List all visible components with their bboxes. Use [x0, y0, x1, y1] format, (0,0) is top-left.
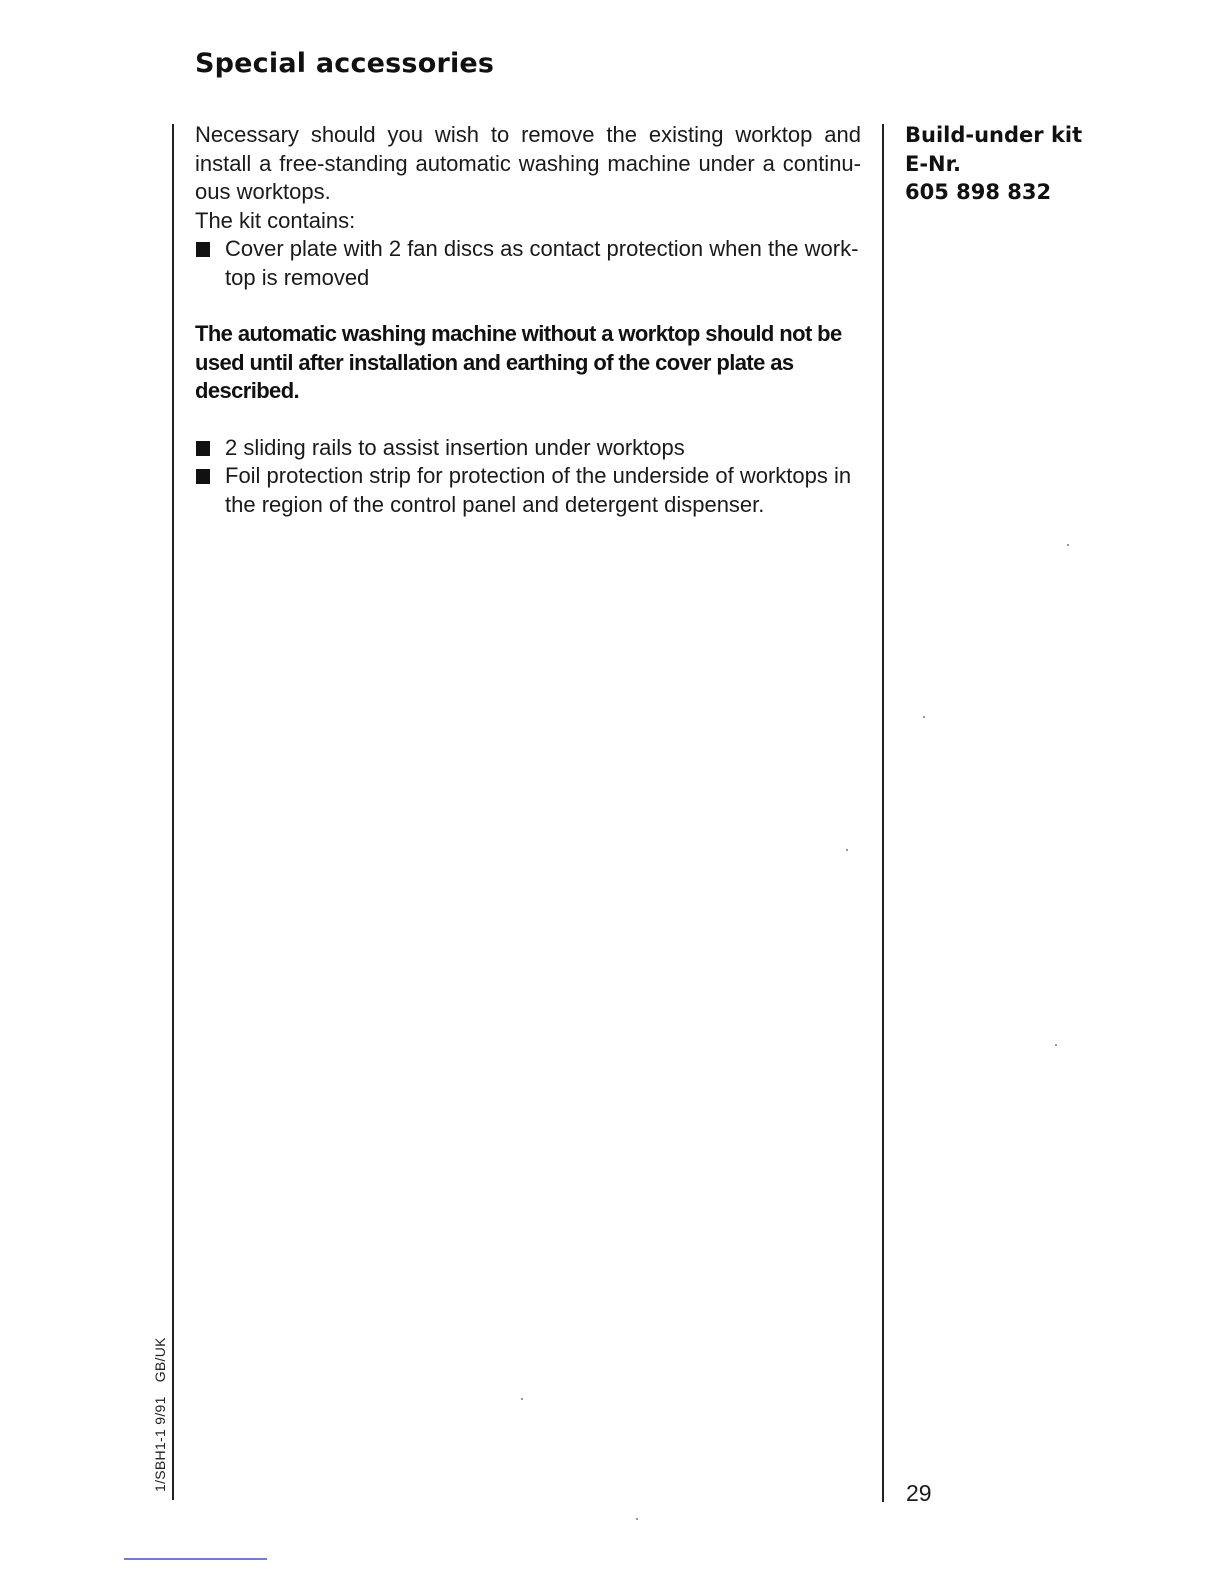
page-title: Special accessories — [195, 48, 495, 79]
square-bullet-icon — [196, 469, 210, 484]
scan-speck — [1067, 544, 1069, 546]
list-item-text: Cover plate with 2 fan discs as contact protection when the work-top is removed — [225, 236, 859, 290]
kit-contents-list — [195, 235, 861, 292]
scan-speck — [636, 1518, 638, 1520]
list-item — [195, 235, 861, 292]
scan-speck — [521, 1398, 523, 1400]
list-item-text: 2 sliding rails to assist insertion under worktops — [225, 434, 685, 460]
region-code: GB/UK — [152, 1337, 168, 1383]
list-item — [195, 462, 861, 519]
scan-speck — [1055, 1044, 1057, 1046]
list-item-text: Foil protection strip for protection of the underside of worktops in the region of the control panel and detergent dispenser. — [225, 463, 852, 517]
side-column — [905, 121, 1205, 207]
scan-speck — [846, 849, 848, 851]
main-column — [195, 121, 861, 519]
kit-contents-list-continued — [195, 434, 861, 520]
intro-paragraph: Necessary should you wish to remove the existing worktop and install a free-standing automatic washing machine under a continu-ous worktops. — [195, 122, 861, 204]
list-item — [195, 434, 861, 463]
bottom-scan-line — [124, 1558, 267, 1560]
left-margin-rule — [172, 124, 174, 1500]
square-bullet-icon — [196, 441, 210, 456]
document-code — [152, 1337, 168, 1492]
scan-speck — [923, 716, 925, 718]
page-number: 29 — [906, 1480, 932, 1506]
column-divider-rule — [882, 124, 884, 1502]
warning-notice: The automatic washing machine without a worktop should not be used until after installation and earthing of the cover plate as described. — [195, 321, 842, 403]
document-version: 1/SBH1-1 9/91 — [152, 1396, 168, 1492]
enr-label: E-Nr. — [905, 151, 961, 176]
kit-contents-label: The kit contains: — [195, 207, 356, 233]
enr-number: 605 898 832 — [905, 180, 1052, 204]
square-bullet-icon — [196, 242, 210, 257]
kit-name: Build-under kit — [905, 123, 1083, 147]
